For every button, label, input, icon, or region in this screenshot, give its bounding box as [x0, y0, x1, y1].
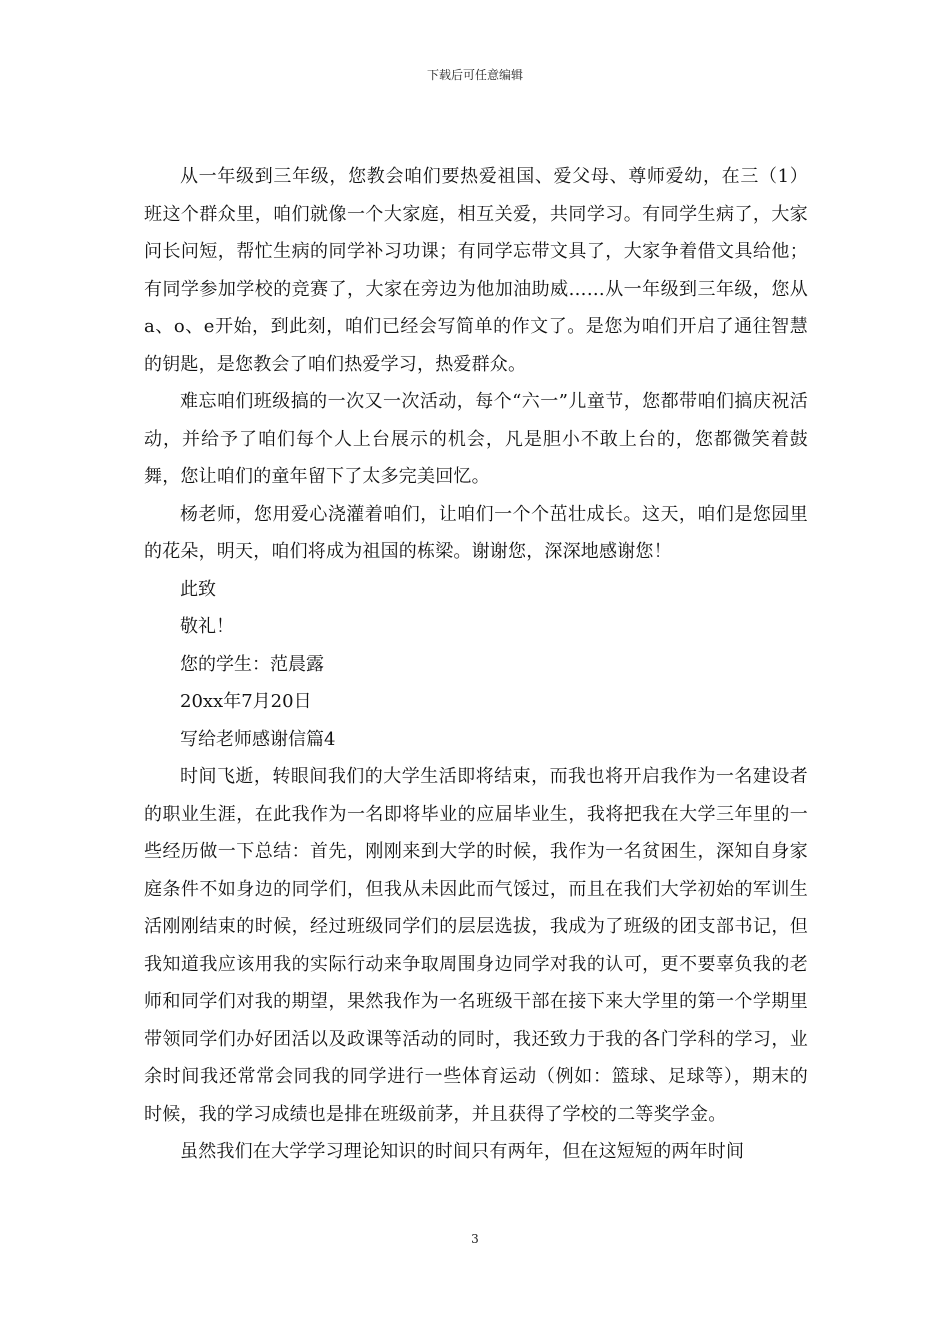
letter-date: 20xx年7月20日 — [180, 691, 312, 712]
paragraph-4: 时间飞逝，转眼间我们的大学生活即将结束，而我也将开启我作为一名建设者的职业生涯，在此我作为一名即将毕业的应届毕业生，我将把我在大学三年里的一些经历做一下总结：首先，刚刚来到大学的时候，我作为一名贫困生，深知自身家庭条件不如身边的同学们，但我从未因此而气馁过，而且在我们大学初始的军训生活刚刚结束的时候，经过班级同学们的层层选拔，我成为了班级的团支部书记，但我知道我应该用我的实际行动来争取周围身边同学对我的认可，更不要辜负我的老师和同学们对我的期望，果然我作为一名班级干部在接下来大学里的第一个学期里带领同学们办好团活以及政课等活动的同时，我还致力于我的各门学科的学习，业余时间我还常常会同我的同学进行一些体育运动（例如：篮球、足球等），期末的时候，我的学习成绩也是排在班级前茅，并且获得了学校的二等奖学金。 — [144, 766, 808, 1125]
paragraph-3: 杨老师，您用爱心浇灌着咱们，让咱们一个个茁壮成长。这天，咱们是您园里的花朵，明天，咱们将成为祖国的栋梁。谢谢您，深深地感谢您！ — [144, 503, 808, 562]
signature: 您的学生：范晨露 — [180, 653, 324, 675]
closing-regards: 敬礼！ — [180, 616, 234, 637]
page-header: 下载后可任意编辑 — [426, 68, 523, 82]
page-number: 3 — [471, 1232, 479, 1246]
document-body — [144, 158, 808, 1171]
paragraph-5: 虽然我们在大学学习理论知识的时间只有两年，但在这短短的两年时间 — [180, 1141, 745, 1162]
paragraph-1: 从一年级到三年级，您教会咱们要热爱祖国、爱父母、尊师爱幼，在三（1）班这个群众里，咱们就像一个大家庭，相互关爱，共同学习。有同学生病了，大家问长问短，帮忙生病的同学补习功课；有同学忘带文具了，大家争着借文具给他；有同学参加学校的竞赛了，大家在旁边为他加油助威……从一年级到三年级，您从a、o、e开始，到此刻，咱们已经会写简单的作文了。是您为咱们开启了通往智慧的钥匙，是您教会了咱们热爱学习，热爱群众。 — [144, 166, 808, 375]
section-title: 写给老师感谢信篇4 — [180, 728, 336, 750]
paragraph-2: 难忘咱们班级搞的一次又一次活动，每个“六一”儿童节，您都带咱们搞庆祝活动，并给予了咱们每个人上台展示的机会，凡是胆小不敢上台的，您都微笑着鼓舞，您让咱们的童年留下了太多完美回忆。 — [144, 391, 808, 487]
closing-salutation: 此致 — [180, 578, 216, 600]
